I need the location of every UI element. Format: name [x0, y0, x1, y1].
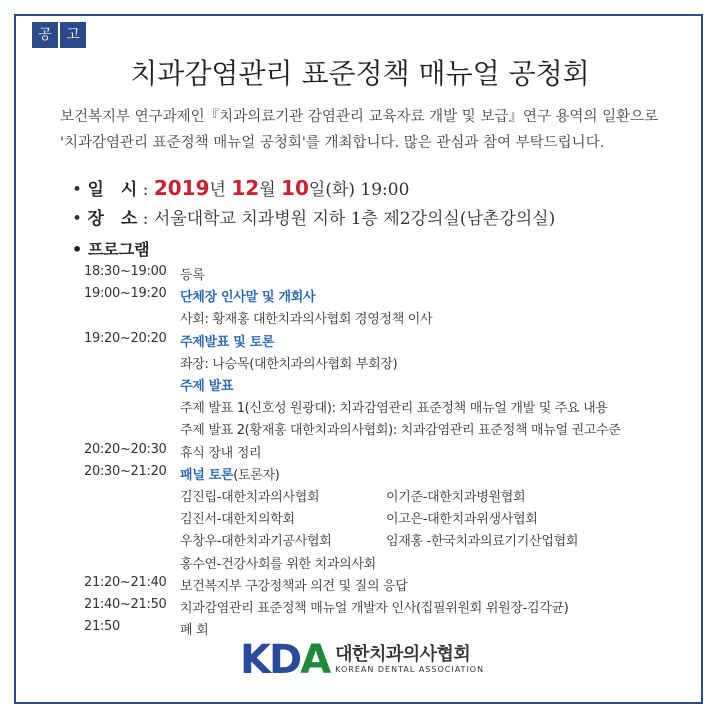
date-day: 10: [281, 176, 309, 200]
date-rest: 일(화) 19:00: [308, 180, 410, 200]
program-item: [180, 619, 208, 638]
program-time: 20:20~20:30: [84, 441, 167, 457]
place-bullet: •: [72, 209, 83, 229]
kda-logo-mark: [240, 637, 330, 683]
program-item-text: (토론자): [233, 467, 280, 483]
program-item-bold: 단체장 인사말 및 개회사: [180, 290, 316, 306]
intro-text: [60, 104, 680, 156]
date-month: 12: [231, 176, 260, 200]
date-bullet: •: [72, 180, 83, 200]
program-item: [180, 530, 332, 549]
program-item-text: 주제 발표 1(신호성 원광대): 치과감염관리 표준정책 매뉴얼 개발 및 주요 내용: [180, 401, 608, 417]
logo-letter-a: A: [300, 637, 330, 683]
program-bullet: •: [72, 240, 83, 259]
program-item: [180, 575, 408, 594]
logo-letter-d: D: [269, 637, 301, 683]
program-item-text: 김진서-대한치의학회: [180, 512, 295, 528]
place-sep: :: [142, 209, 149, 229]
program-item: [180, 397, 608, 416]
program-item: [180, 464, 280, 483]
program-time: 18:30~19:00: [84, 264, 167, 279]
program-item-text: 주제 발표 2(황재홍 대한치과의사협회): 치과감염관리 표준정책 매뉴얼 권고수준: [180, 423, 621, 439]
program-item: [180, 286, 315, 305]
logo-text: [335, 645, 484, 675]
program-time: 21:20~21:40: [84, 574, 167, 590]
program-item-text: 사회: 황재홍 대한치과의사협회 경영정책 이사: [180, 312, 433, 328]
program-item-text: 폐 회: [180, 623, 209, 639]
program-item-text: 김진립-대한치과의사협회: [180, 490, 320, 505]
program-item-bold: 주제발표 및 토론: [180, 334, 275, 350]
intro-line-1: 보건복지부 연구과제인『치과의료기관 감염관리 교육자료 개발 및 보급』연구 용역의 일환으로: [60, 109, 659, 125]
notice-tag: [32, 22, 88, 48]
program-item-text: 우창우-대한치과기공사협회: [180, 534, 332, 550]
kda-logo: [240, 637, 485, 683]
intro-line-2: '치과감염관리 표준정책 매뉴얼 공청회'를 개최합니다. 많은 관심과 참여 부탁드립니다.: [60, 135, 605, 151]
place-info: [72, 204, 555, 229]
tag-char-2: 고: [60, 22, 86, 48]
program-time: 21:50: [84, 619, 120, 635]
program-item: [180, 442, 261, 461]
program-time: 19:20~20:20: [84, 330, 167, 346]
program-item-text: 치과감염관리 표준정책 매뉴얼 개발자 인사(집필위원회 위원장-김각균): [180, 601, 569, 616]
date-sep: :: [142, 180, 149, 200]
program-item: [180, 353, 397, 372]
program-item: [180, 486, 319, 505]
program-item: [180, 308, 432, 327]
date-info: [72, 175, 409, 200]
program-item-text: 좌장: 나승목(대한치과의사협회 부회장): [180, 356, 398, 372]
tag-char-1: 공: [32, 22, 58, 48]
place-label: 장 소: [87, 209, 138, 229]
date-label: 일 시: [87, 180, 138, 200]
program-item: [180, 264, 205, 283]
program-heading: [72, 237, 150, 260]
logo-letter-k: K: [240, 637, 269, 683]
program-item: [180, 331, 274, 350]
page-title: 치과감염관리 표준정책 매뉴얼 공청회: [130, 57, 590, 90]
program-item-text: 등록: [180, 268, 205, 283]
date-year-unit: 년: [209, 180, 226, 200]
program-item-second-column: 이고은-대한치과위생사협회: [386, 512, 538, 528]
date-year: 2019: [153, 176, 210, 200]
place-value: 서울대학교 치과병원 지하 1층 제2강의실(남촌강의실): [153, 209, 556, 229]
program-item-text: 보건복지부 구강정책과 의견 및 질의 응답: [180, 578, 408, 594]
program-item-second-column: 이기준-대한치과병원협회: [386, 490, 526, 505]
program-time: 20:30~21:20: [84, 463, 167, 479]
date-month-unit: 월: [259, 180, 276, 200]
program-item: [180, 597, 569, 616]
program-item-text: 휴식 장내 정리: [180, 445, 262, 461]
program-item-bold: 패널 토론: [180, 467, 234, 483]
logo-name-ko: 대한치과의사협회: [335, 644, 471, 665]
program-time: 19:00~19:20: [84, 286, 167, 302]
program-item-bold: 주제 발표: [180, 379, 234, 394]
logo-name-en: KOREAN DENTAL ASSOCIATION: [335, 665, 485, 674]
program-item-text: 홍수연-건강사회를 위한 치과의사회: [180, 556, 376, 572]
program-item: [180, 375, 233, 394]
program-item: [180, 508, 295, 527]
program-item: [180, 553, 376, 572]
program-item: [180, 419, 621, 438]
program-title: 프로그램: [87, 240, 150, 259]
program-time: 21:40~21:50: [84, 597, 167, 612]
program-item-second-column: 임재홍 -한국치과의료기기산업협회: [386, 534, 579, 550]
